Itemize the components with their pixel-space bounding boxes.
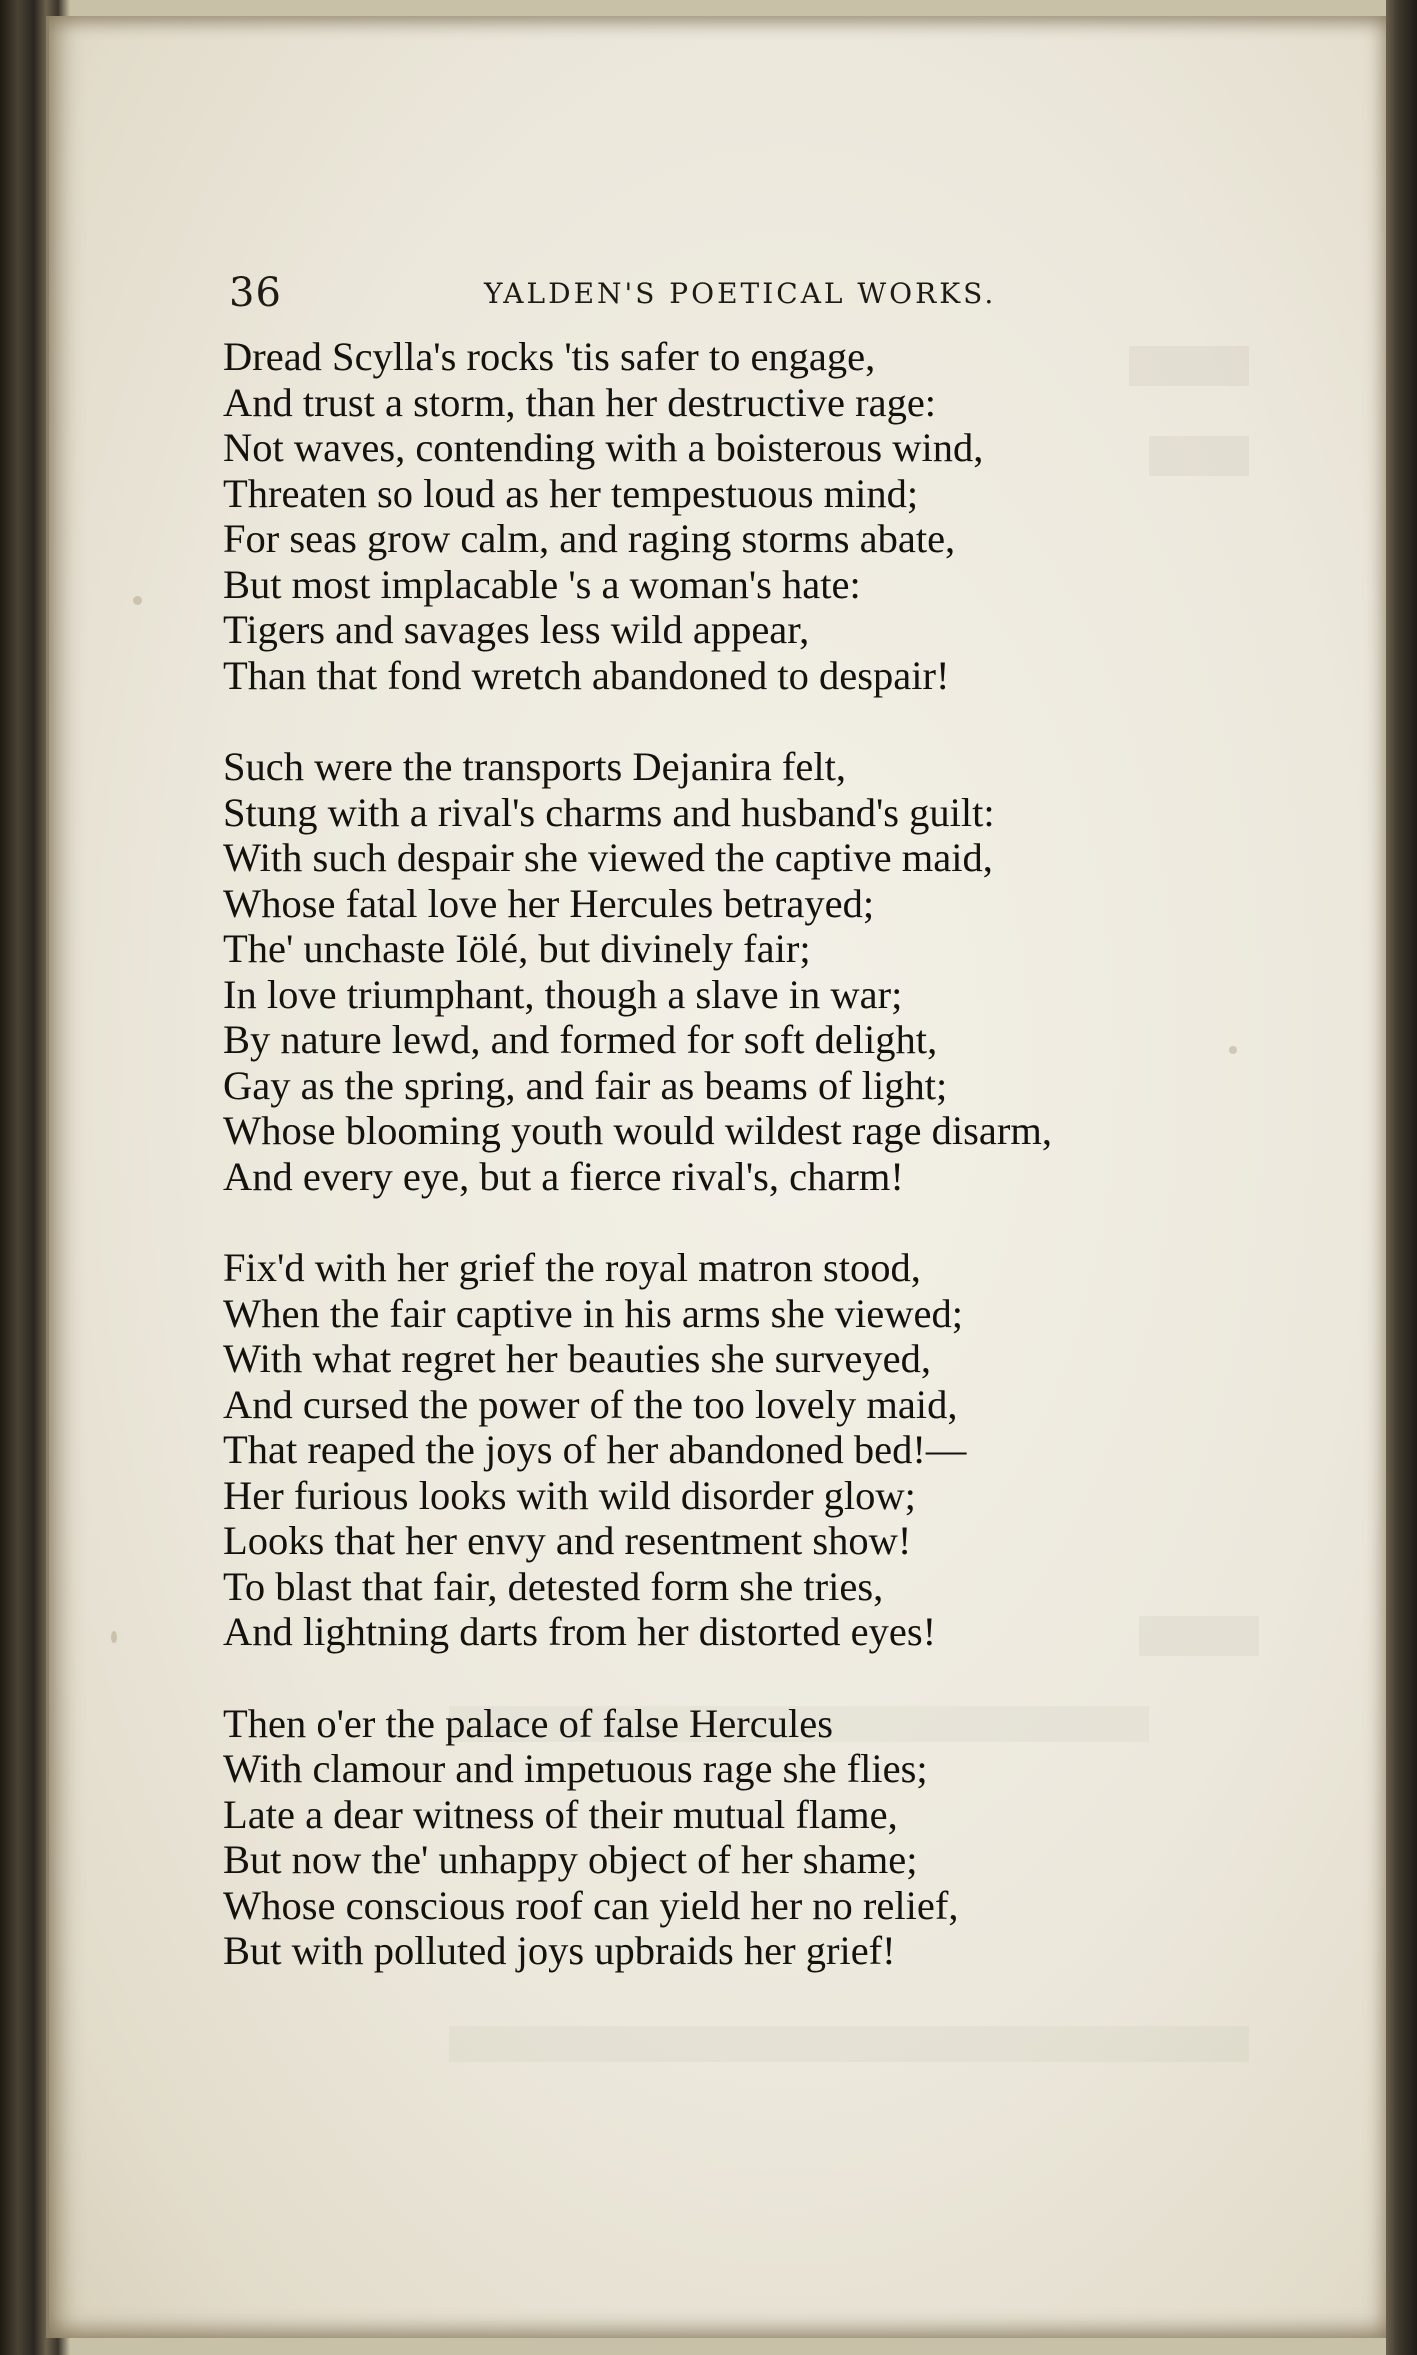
poem-line: And cursed the power of the too lovely maid,	[223, 1381, 958, 1427]
poem-line: Looks that her envy and resentment show!	[223, 1518, 912, 1563]
poem-line: Whose fatal love her Hercules betrayed;	[223, 880, 875, 926]
book-fore-edge	[1386, 0, 1417, 2355]
poem-line: With what regret her beauties she surveyed,	[223, 1336, 931, 1381]
running-title: YALDEN'S POETICAL WORKS.	[484, 277, 997, 310]
poem-line: But with polluted joys upbraids her grief!	[223, 1928, 896, 1973]
poem-line: The' unchaste Iölé, but divinely fair;	[223, 926, 811, 971]
poem-line: Her furious looks with wild disorder glow;	[223, 1472, 916, 1518]
poem-line: Threaten so loud as her tempestuous mind;	[223, 470, 919, 516]
poem-line: For seas grow calm, and raging storms abate,	[223, 516, 956, 561]
page-number: 36	[229, 270, 282, 316]
paper-stain	[111, 1631, 117, 1643]
poem-line: Dread Scylla's rocks 'tis safer to engage,	[223, 334, 876, 379]
poem-body	[223, 334, 1283, 2020]
paper-stain	[133, 596, 142, 605]
stanza	[223, 1245, 1283, 1655]
poem-line: By nature lewd, and formed for soft delight,	[223, 1017, 938, 1062]
stanza	[223, 1701, 1283, 1974]
poem-line: But now the' unhappy object of her shame;	[223, 1837, 918, 1882]
poem-line: Fix'd with her grief the royal matron stood,	[223, 1245, 921, 1290]
poem-line: With clamour and impetuous rage she flies;	[223, 1746, 928, 1791]
stanza	[223, 334, 1283, 698]
poem-line: Than that fond wretch abandoned to despair!	[223, 652, 950, 698]
poem-line: But most implacable 's a woman's hate:	[223, 561, 861, 607]
poem-line: Then o'er the palace of false Hercules	[223, 1700, 833, 1746]
poem-line: When the fair captive in his arms she viewed;	[223, 1290, 963, 1336]
poem-line: Tigers and savages less wild appear,	[223, 607, 810, 652]
poem-line: And trust a storm, than her destructive rage:	[223, 379, 937, 425]
poem-line: With such despair she viewed the captive maid,	[223, 835, 993, 880]
poem-line: Stung with a rival's charms and husband's guilt:	[223, 789, 995, 835]
poem-line: To blast that fair, detested form she tries,	[223, 1563, 884, 1609]
poem-line: Whose blooming youth would wildest rage disarm,	[223, 1108, 1053, 1153]
poem-line: Not waves, contending with a boisterous wind,	[223, 425, 984, 470]
poem-line: And lightning darts from her distorted eyes!	[223, 1609, 937, 1654]
poem-line: Late a dear witness of their mutual flame,	[223, 1791, 898, 1837]
poem-line: In love triumphant, though a slave in war;	[223, 971, 903, 1017]
poem-line: And every eye, but a fierce rival's, charm!	[223, 1153, 904, 1199]
poem-line: That reaped the joys of her abandoned bed!—	[223, 1427, 967, 1472]
poem-line: Gay as the spring, and fair as beams of light;	[223, 1062, 948, 1108]
poem-line: Whose conscious roof can yield her no relief,	[223, 1882, 959, 1928]
poem-line: Such were the transports Dejanira felt,	[223, 744, 847, 789]
stanza	[223, 744, 1283, 1199]
page-header	[229, 268, 1129, 318]
book-page	[46, 16, 1389, 2338]
